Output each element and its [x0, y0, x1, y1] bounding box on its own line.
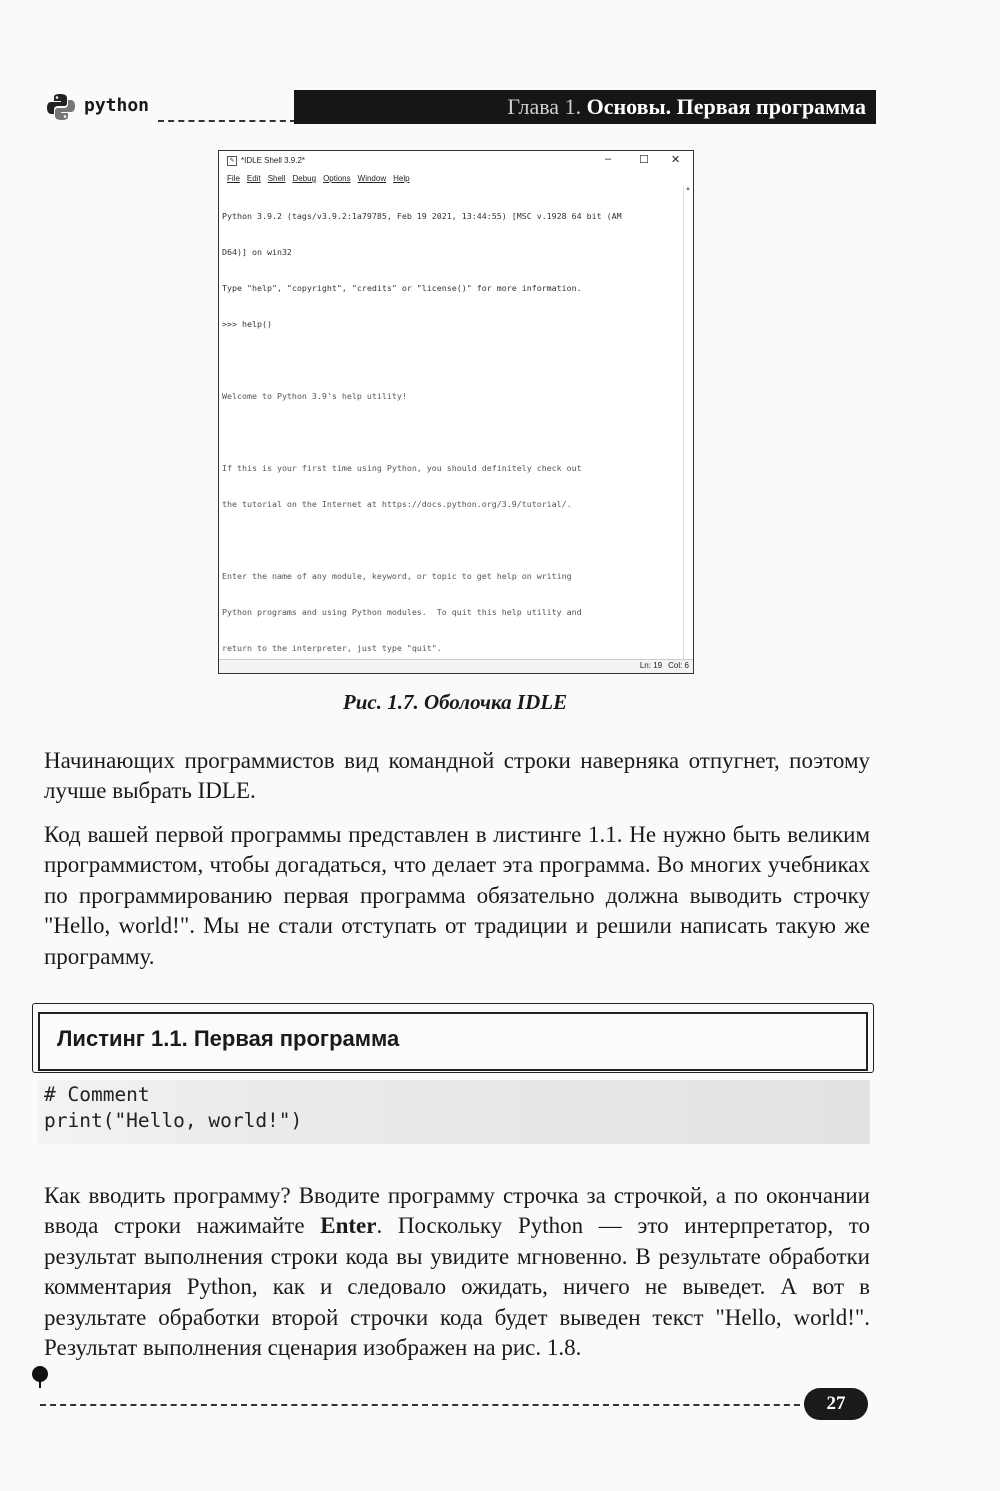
menu-bar	[227, 174, 417, 183]
chapter-heading	[507, 94, 866, 120]
shell-line	[222, 534, 683, 546]
vertical-scrollbar[interactable]	[683, 186, 693, 659]
shell-line: return to the interpreter, just type "quit".	[222, 643, 442, 653]
menu-debug[interactable]: Debug	[292, 174, 317, 183]
python-logo-icon	[46, 92, 76, 122]
menu-shell[interactable]: Shell	[267, 174, 286, 183]
footer-bullet-stem	[39, 1380, 41, 1388]
chapter-header-bar	[294, 90, 876, 124]
menu-edit[interactable]: Edit	[246, 174, 261, 183]
listing-title: Листинг 1.1. Первая программа	[57, 1026, 400, 1051]
shell-line	[222, 426, 683, 438]
code-line: # Comment	[44, 1083, 150, 1106]
shell-line: D64)] on win32	[222, 247, 292, 257]
paragraph-3	[44, 1181, 870, 1363]
menu-file[interactable]: File	[227, 174, 240, 183]
paragraph-3-start: Как вводить программу? Вводите программу строчка за строчкой, а по окончании ввода строки нажимайте	[44, 1183, 870, 1239]
code-line: print("Hello, world!")	[44, 1109, 303, 1132]
idle-app-icon: ✎	[227, 156, 237, 166]
paragraph-2: Код вашей первой программы представлен в листинге 1.1. Не нужно быть великим программистом, чтобы догадаться, что делает эта программа. Во многих учебниках по программированию первая программа обязательно должна выводить строчку "Hello, world!". Мы не стали отступать от традиции и решили написать такую же программу.	[44, 822, 870, 969]
maximize-icon[interactable]: ☐	[639, 154, 649, 166]
status-line: Ln: 19	[639, 661, 663, 670]
shell-line	[222, 354, 683, 366]
menu-window[interactable]: Window	[357, 174, 387, 183]
paragraph-3-end: . Поскольку Python — это интерпретатор, то результат выполнения строки кода вы увидите мгновенно. В результате обработки комментария Python, как и следовало ожидать, ничего не выведет. А вот в результате обработки второй строчки кода будет выведен текст "Hello, world!". Результат выполнения сценария изображен на рис. 1.8.	[44, 1213, 870, 1361]
page-number: 27	[804, 1388, 868, 1420]
listing-header-box	[38, 1012, 868, 1071]
header-logo-text: python	[84, 95, 150, 116]
footer-dashed-line	[40, 1404, 810, 1406]
figure-caption: Рис. 1.7. Оболочка IDLE	[342, 690, 568, 714]
scroll-up-arrow-icon[interactable]: ▲	[685, 186, 691, 192]
status-bar	[219, 659, 693, 673]
menu-options[interactable]: Options	[323, 174, 351, 183]
minimize-icon[interactable]: –	[605, 153, 612, 165]
window-title: *IDLE Shell 3.9.2*	[241, 156, 306, 165]
shell-line: Python 3.9.2 (tags/v3.9.2:1a79785, Feb 19 2021, 13:44:55) [MSC v.1928 64 bit (AM	[222, 211, 622, 221]
idle-shell-window	[218, 150, 694, 674]
code-block	[44, 1082, 302, 1134]
enter-key-text: Enter	[320, 1213, 377, 1239]
menu-help[interactable]: Help	[393, 174, 410, 183]
shell-line: Enter the name of any module, keyword, or topic to get help on writing	[222, 571, 572, 581]
shell-line: Welcome to Python 3.9's help utility!	[222, 391, 407, 401]
cursor-position	[634, 661, 689, 670]
shell-line: If this is your first time using Python, you should definitely check out	[222, 463, 582, 473]
status-col: Col: 6	[668, 661, 689, 670]
chapter-title: Основы. Первая программа	[586, 94, 866, 119]
shell-line: the tutorial on the Internet at https://docs.python.org/3.9/tutorial/.	[222, 499, 572, 509]
shell-text-area[interactable]	[222, 186, 683, 659]
shell-line: Python programs and using Python modules. To quit this help utility and	[222, 607, 582, 617]
shell-line: Type "help", "copyright", "credits" or "license()" for more information.	[222, 283, 582, 293]
window-titlebar	[219, 151, 693, 171]
paragraph-1: Начинающих программистов вид командной строки наверняка отпугнет, поэтому лучше выбрать IDLE.	[44, 748, 870, 804]
close-icon[interactable]: ✕	[671, 154, 681, 166]
chapter-number: Глава 1.	[507, 94, 582, 119]
shell-line: >>> help()	[222, 319, 272, 329]
header-dashed-line	[158, 120, 296, 122]
